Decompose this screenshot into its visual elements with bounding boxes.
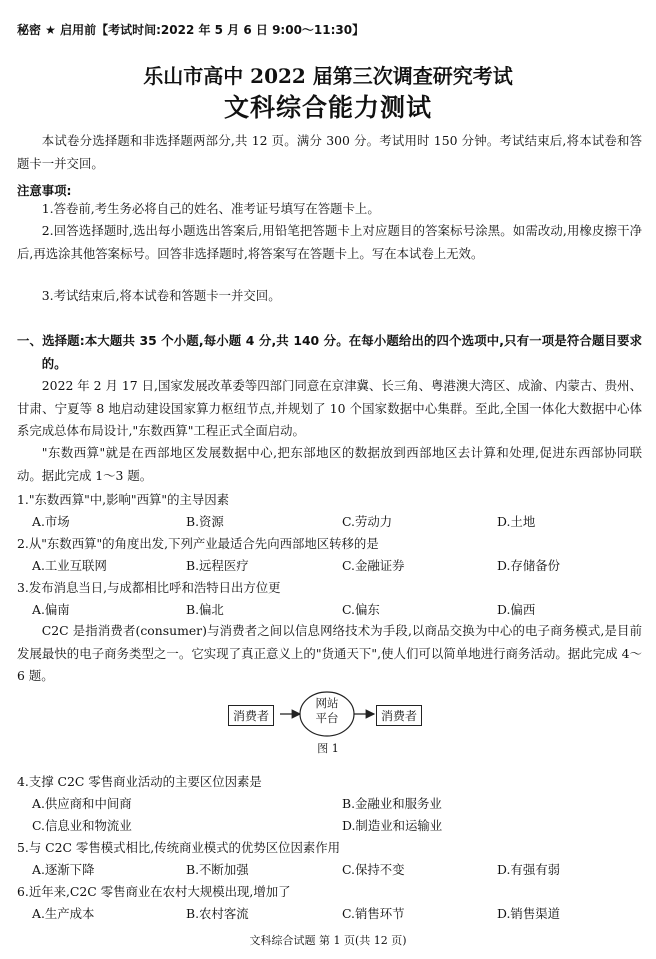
q1-option-b: B.资源 (186, 514, 224, 529)
q6-option-a: A.生产成本 (32, 906, 95, 921)
passage-1a: 2022 年 2 月 17 日,国家发展改革委等四部门同意在京津冀、长三角、粤港澳大湾区、成渝、内蒙古、贵州、甘肃、宁夏等 8 地启动建设国家算力枢纽节点,并规划了 10 个国家数据中心集群。至此,全国一体化大数据中心体系完成总体布局设计,"东数西算"工程正式全面启动。 (17, 378, 642, 438)
q3-option-d: D.偏西 (497, 602, 536, 617)
notice-3: 3.考试结束后,将本试卷和答题卡一并交回。 (41, 288, 281, 303)
q6-option-b: B.农村客流 (186, 906, 249, 921)
question-4: 4.支撑 C2C 零售商业活动的主要区位因素是 (17, 774, 262, 789)
q3-option-b: B.偏北 (186, 602, 224, 617)
question-6: 6.近年来,C2C 零售商业在农村大规模出现,增加了 (17, 884, 291, 899)
q1-option-a: A.市场 (32, 514, 70, 529)
figure-caption: 图 1 (317, 742, 339, 755)
q4-option-a: A.供应商和中间商 (32, 796, 132, 811)
consumer-box-left: 消费者 (228, 705, 274, 726)
q2-option-a: A.工业互联网 (32, 558, 107, 573)
q4-option-d: D.制造业和运输业 (342, 818, 443, 833)
q5-option-a: A.逐渐下降 (32, 862, 95, 877)
q6-option-d: D.销售渠道 (497, 906, 560, 921)
q4-option-b: B.金融业和服务业 (342, 796, 442, 811)
q5-option-d: D.有强有弱 (497, 862, 560, 877)
notice-2: 2.回答选择题时,选出每小题选出答案后,用铅笔把答题卡上对应题目的答案标号涂黑。如需改动,用橡皮擦干净后,再选涂其他答案标号。回答非选择题时,将答案写在答题卡上。写在本试卷上无效。 (17, 223, 642, 261)
q1-option-d: D.土地 (497, 514, 536, 529)
q6-option-c: C.销售环节 (342, 906, 405, 921)
exam-header: 秘密 ★ 启用前【考试时间:2022 年 5 月 6 日 9:00～11:30】 (17, 23, 365, 37)
passage-2: C2C 是指消费者(consumer)与消费者之间以信息网络技术为手段,以商品交换为中心的电子商务模式,是目前发展最快的电子商务类型之一。它实现了真正意义上的"货通天下",使人们可以简单地进行商务活动。据此完成 4～6 题。 (17, 623, 642, 683)
intro-paragraph: 本试卷分选择题和非选择题两部分,共 12 页。满分 300 分。考试用时 150 分钟。考试结束后,将本试卷和答题卡一并交回。 (17, 133, 642, 171)
passage-1b: "东数西算"就是在西部地区发展数据中心,把东部地区的数据放到西部地区去计算和处理,促进东西部协同联动。据此完成 1～3 题。 (17, 445, 642, 483)
platform-label-line1: 网站 (315, 696, 339, 710)
q1-option-c: C.劳动力 (342, 514, 393, 529)
question-5: 5.与 C2C 零售模式相比,传统商业模式的优势区位因素作用 (17, 840, 341, 855)
question-2: 2.从"东数西算"的角度出发,下列产业最适合先向西部地区转移的是 (17, 536, 379, 551)
q2-option-b: B.远程医疗 (186, 558, 249, 573)
exam-title: 乐山市高中 2022 届第三次调查研究考试 (143, 64, 513, 88)
notice-1: 1.答卷前,考生务必将自己的姓名、准考证号填写在答题卡上。 (41, 201, 380, 216)
q3-option-a: A.偏南 (32, 602, 70, 617)
q2-option-c: C.金融证券 (342, 558, 405, 573)
consumer-box-right: 消费者 (376, 705, 422, 726)
notice-heading: 注意事项: (17, 183, 72, 198)
q5-option-b: B.不断加强 (186, 862, 249, 877)
q5-option-c: C.保持不变 (342, 862, 405, 877)
question-1: 1."东数西算"中,影响"西算"的主导因素 (17, 492, 230, 507)
q3-option-c: C.偏东 (342, 602, 380, 617)
q2-option-d: D.存储备份 (497, 558, 560, 573)
q4-option-c: C.信息业和物流业 (32, 818, 132, 833)
section-heading: 一、选择题:本大题共 35 个小题,每小题 4 分,共 140 分。在每小题给出的四个选项中,只有一项是符合题目要求的。 (17, 333, 642, 371)
platform-label (312, 696, 342, 726)
platform-label-line2: 平台 (315, 711, 339, 725)
question-3: 3.发布消息当日,与成都相比呼和浩特日出方位更 (17, 580, 281, 595)
exam-subtitle: 文科综合能力测试 (223, 93, 432, 122)
page-footer: 文科综合试题 第 1 页(共 12 页) (249, 934, 407, 947)
